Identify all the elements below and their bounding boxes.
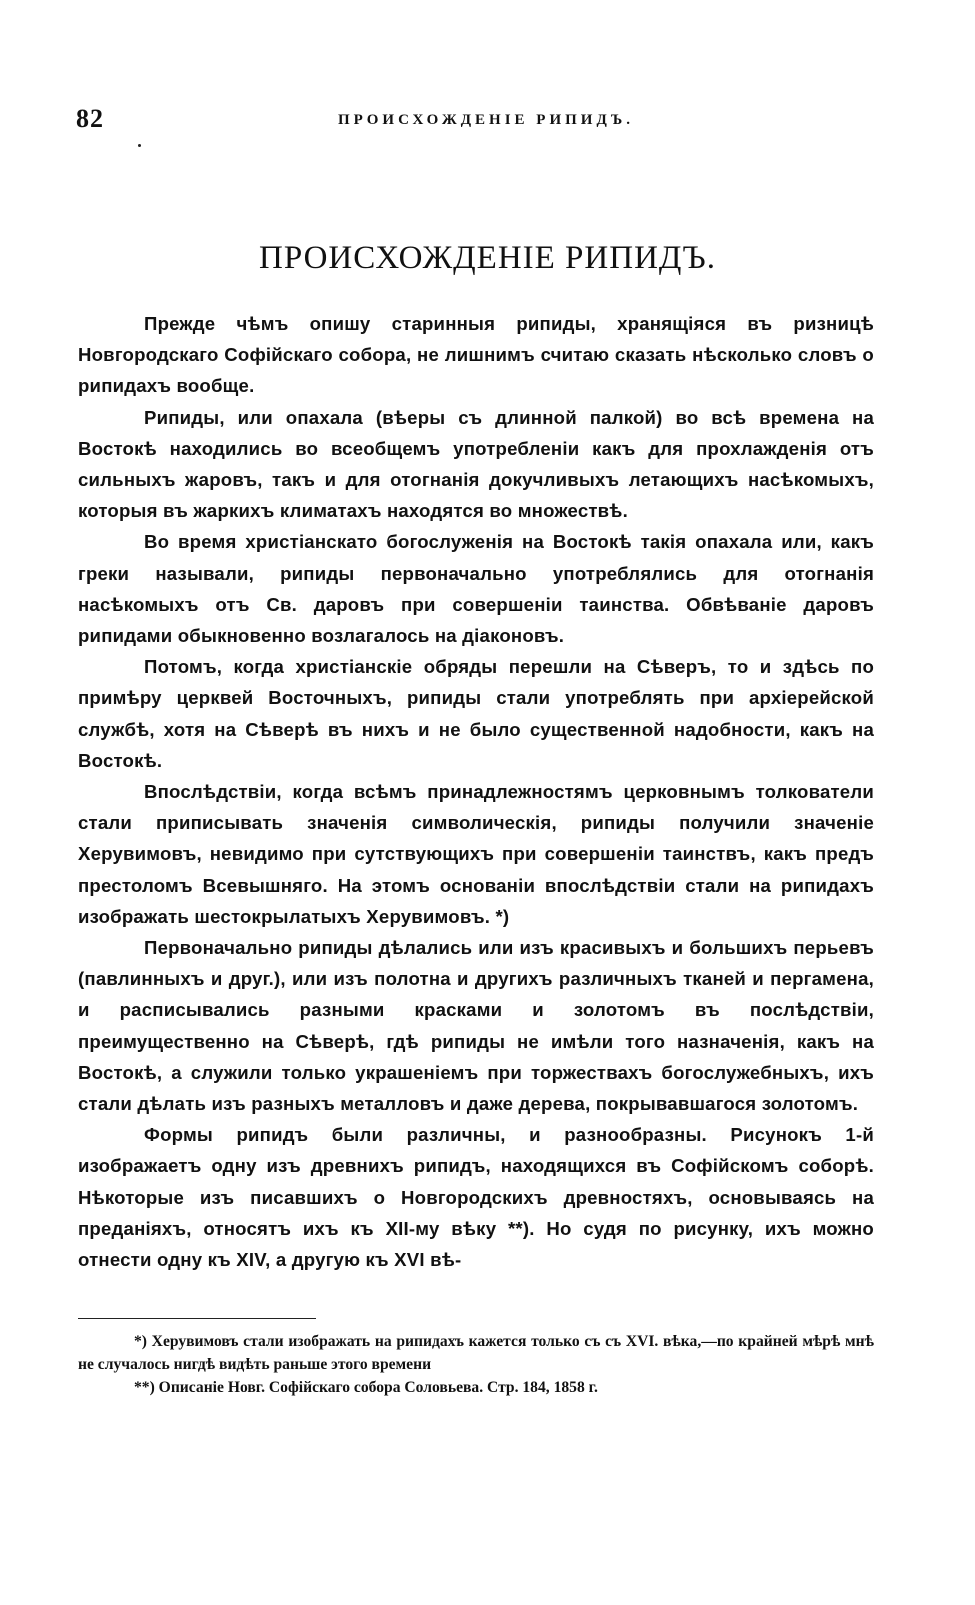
paragraph: Рипиды, или опахала (вѣеры съ длинной палкой) во всѣ времена на Востокѣ находились во всеобщемъ употребленіи какъ для прохлажденія отъ сильныхъ жаровъ, такъ и для отогнанія докучливыхъ летающихъ насѣкомыхъ, которыя въ жаркихъ климатахъ находятся во множествѣ. <box>78 406 874 522</box>
chapter-title: ПРОИСХОЖДЕНІЕ РИПИДЪ. <box>259 240 716 276</box>
body-text <box>78 308 874 1275</box>
paragraph: Потомъ, когда христіанскіе обряды перешли на Сѣверъ, то и здѣсь по примѣру церквей Восточныхъ, рипиды стали употреблять при архіерейской службѣ, хотя на Сѣверѣ въ нихъ и не было существенной надобности, какъ на Востокѣ. <box>78 656 874 771</box>
running-title: ПРОИСХОЖДЕНІЕ РИПИДЪ. <box>338 112 635 128</box>
print-speck <box>138 144 141 147</box>
paragraph: Впослѣдствіи, когда всѣмъ принадлежностямъ церковнымъ толкователи стали приписывать значенія символическія, рипиды получили значеніе Херувимовъ, невидимо при сутствующихъ при совершеніи таинствъ, какъ предъ престоломъ Всевышняго. На этомъ основаніи впослѣдствіи стали на рипидахъ изображать шестокрылатыхъ Херувимовъ. *) <box>78 781 874 927</box>
page-number: 82 <box>76 104 104 133</box>
paragraph: Формы рипидъ были различны, и разнообразны. Рисунокъ 1-й изображаетъ одну изъ древнихъ рипидъ, находящихся въ Софійскомъ соборѣ. Нѣкоторые изъ писавшихъ о Новгородскихъ древностяхъ, основываясь на преданіяхъ, относятъ ихъ къ XII-му вѣку **). Но судя по рисунку, ихъ можно отнести одну къ XIV, а другую къ XVI вѣ- <box>78 1124 874 1271</box>
paragraph: Прежде чѣмъ опишу старинныя рипиды, хранящіяся въ ризницѣ Новгородскаго Софійскаго собора, не лишнимъ считаю сказать нѣсколько словъ о рипидахъ вообще. <box>78 313 874 397</box>
paragraph: Первоначально рипиды дѣлались или изъ красивыхъ и большихъ перьевъ (павлинныхъ и друг.), или изъ полотна и другихъ различныхъ тканей и пергамена, и расписывались разными красками и золотомъ въ послѣдствіи, преимущественно на Сѣверѣ, гдѣ рипиды не имѣли того назначенія, какъ на Востокѣ, а служили только украшеніемъ при торжествахъ богослужебныхъ, ихъ стали дѣлать изъ разныхъ металловъ и даже дерева, покрывавшагося золотомъ. <box>78 937 874 1115</box>
running-header <box>76 104 886 134</box>
footnote-separator <box>78 1318 316 1319</box>
paragraph: Во время христіанскато богослуженія на Востокѣ такія опахала или, какъ греки называли, рипиды первоначально употреблялись для отогнанія насѣкомыхъ отъ Св. даровъ при совершеніи таинства. Обвѣваніе даровъ рипидами обыкновенно возлагалось на діаконовъ. <box>78 531 874 647</box>
footnote: **) Описаніе Новг. Софійскаго собора Соловьева. Стр. 184, 1858 г. <box>134 1379 598 1396</box>
footnotes <box>78 1330 874 1399</box>
footnote: *) Херувимовъ стали изображать на рипидахъ кажется только съ съ XVI. вѣка,—по крайней мѣрѣ мнѣ не случалось нигдѣ видѣть раньше этого времени <box>78 1333 874 1373</box>
